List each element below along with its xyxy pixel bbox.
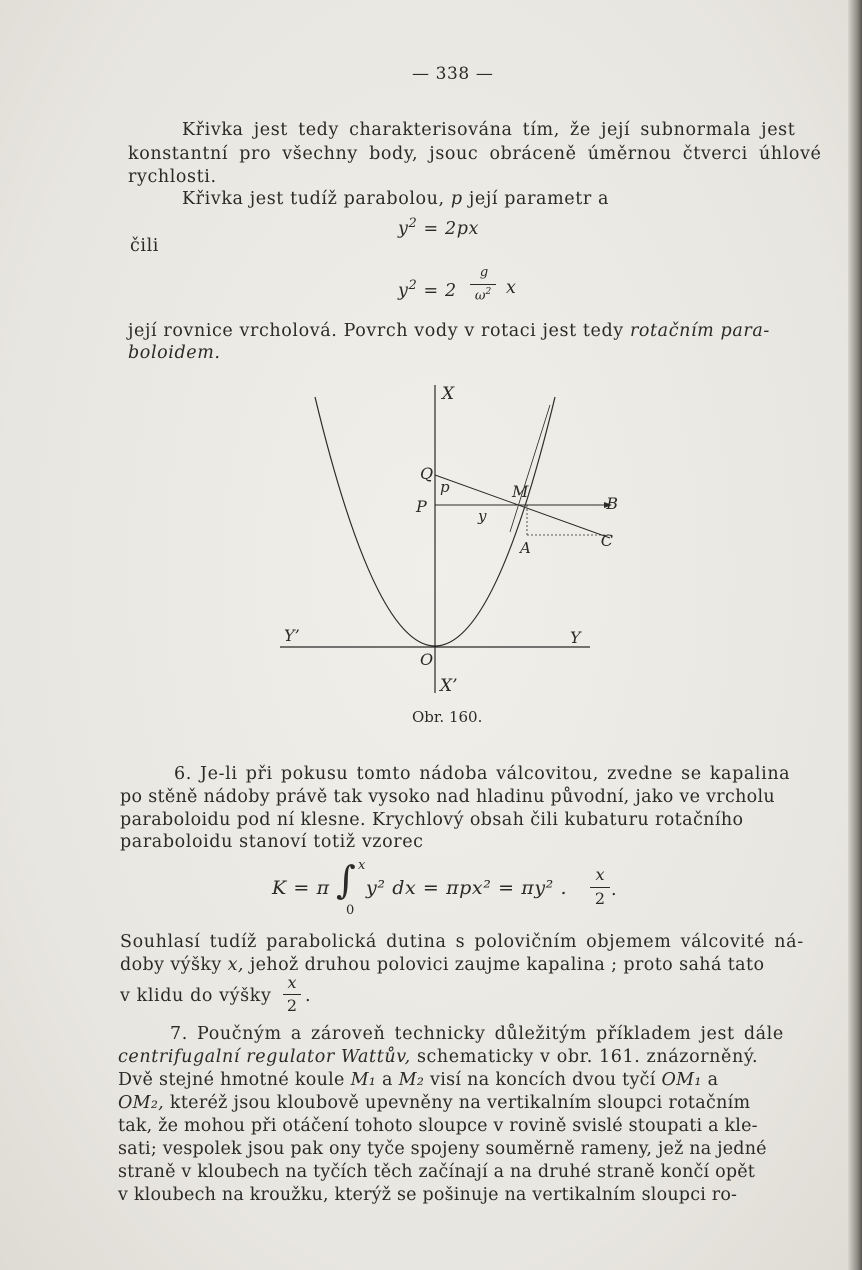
- eq2-den-omega: ω: [474, 288, 486, 304]
- para8-line7: straně v kloubech na tyčích těch začínají a na druhé straně končí opět: [118, 1162, 756, 1182]
- para8-line1: 7. Poučným a zároveň technicky důležitým příkladem jest dále: [170, 1024, 784, 1044]
- eq1-sup: 2: [408, 216, 418, 231]
- figure-160-paraboloid: [270, 375, 620, 705]
- para8-l4-b: kteréž jsou kloubově upevněny na vertikalním sloupci rotačním: [169, 1093, 751, 1113]
- label-O: O: [420, 650, 434, 669]
- label-Y: Y: [570, 628, 581, 647]
- eq3-integral-sign: ∫: [336, 858, 357, 902]
- para8-l3-b: a: [382, 1070, 393, 1090]
- cili-label: čili: [130, 236, 159, 256]
- eq3-upper-limit: x: [358, 858, 366, 873]
- eq1-rhs: = 2px: [423, 218, 479, 239]
- para8-line4: [118, 1093, 750, 1113]
- eq2-numerator: g: [479, 265, 489, 280]
- eq2-mid: = 2: [423, 280, 457, 301]
- para7-text-b: jehož druhou polovici zaujme kapalina ; proto sahá tato: [249, 955, 765, 975]
- label-Q: Q: [420, 464, 434, 483]
- para7-fraction-bar: [283, 994, 301, 995]
- label-p: p: [440, 478, 450, 496]
- eq3-fraction-bar: [590, 887, 610, 888]
- para8-OM2: OM₂,: [118, 1093, 165, 1113]
- para1-line1: Křivka jest tedy charakterisována tím, že její subnormala jest: [182, 120, 796, 140]
- para8-line3: [118, 1070, 718, 1090]
- eq3-denominator: 2: [594, 889, 606, 908]
- para6-line4: paraboloidu stanoví totiž vzorec: [120, 832, 424, 852]
- para8-line2: [118, 1047, 758, 1067]
- eq2-tail: x: [506, 278, 517, 298]
- para8-M2: M₂: [398, 1070, 425, 1090]
- eq2-fraction-bar: [470, 284, 496, 285]
- eq2-den-sup: 2: [485, 287, 492, 297]
- para7-frac-num: x: [287, 973, 297, 992]
- eq3-end: .: [611, 880, 618, 900]
- equation-parabola: [398, 216, 479, 239]
- eq3-numerator: x: [595, 865, 605, 884]
- para8-text: schematicky v obr. 161. znázorněný.: [416, 1047, 759, 1067]
- para8-M1: M₁: [350, 1070, 377, 1090]
- para3-text: její rovnice vrcholová. Povrch vody v rotaci jest tedy: [128, 321, 624, 341]
- eq2-sup: 2: [408, 278, 418, 293]
- para1-line3: rychlosti.: [128, 167, 217, 187]
- para3-italic: rotačním para-: [629, 321, 770, 341]
- para1-line2: konstantní pro všechny body, jsouc obráceně úměrnou čtverci úhlové: [128, 144, 822, 164]
- para3-line2: boloidem.: [128, 343, 221, 363]
- para2-text-a: Křivka jest tudíž parabolou,: [182, 189, 445, 209]
- label-A: A: [520, 539, 531, 557]
- page-edge-shadow: [848, 0, 862, 1270]
- para8-l3-c: visí na koncích dvou tyčí: [430, 1070, 656, 1090]
- para7-line3: v klidu do výšky: [120, 986, 272, 1006]
- eq2-denominator: [470, 287, 496, 303]
- parameter-p: p: [450, 189, 463, 209]
- para8-l3-d: a: [707, 1070, 719, 1090]
- para3-line1: [128, 321, 770, 341]
- para7-frac-den: 2: [286, 996, 298, 1015]
- para8-line8: v kloubech na kroužku, kterýž se pošinuje na vertikalním sloupci ro-: [118, 1185, 738, 1205]
- label-C: C: [600, 531, 613, 550]
- eq3-integrand: y² dx = πpx² = πy² .: [366, 877, 568, 899]
- para7-end: .: [305, 986, 312, 1006]
- para8-italic: centrifugalní regulator Wattův,: [118, 1047, 411, 1067]
- label-M: M: [512, 482, 529, 501]
- label-X: X: [442, 384, 455, 404]
- para8-l3-a: Dvě stejné hmotné koule: [118, 1070, 345, 1090]
- equation-volume: [272, 877, 330, 899]
- eq1-lhs: y: [398, 218, 409, 239]
- para2-text-b: její parametr a: [468, 189, 610, 209]
- para8-line6: sati; vespolek jsou pak ony tyče spojeny souměrně rameny, jež na jedné: [118, 1139, 767, 1159]
- eq2-lhs: y: [398, 280, 409, 301]
- equation-parabola-omega: [398, 278, 457, 301]
- para6-line1: 6. Je-li při pokusu tomto nádoba válcovitou, zvedne se kapalina: [174, 764, 791, 784]
- para7-x: x,: [227, 955, 244, 975]
- label-X-prime: X’: [440, 676, 458, 696]
- para8-OM1: OM₁: [661, 1070, 702, 1090]
- para2-line1: [182, 189, 609, 209]
- para7-line1: Souhlasí tudíž parabolická dutina s polovičním objemem válcovité ná-: [120, 932, 804, 952]
- tangent-line: [510, 405, 550, 532]
- para7-text-a: doby výšky: [120, 955, 222, 975]
- para6-line2: po stěně nádoby právě tak vysoko nad hladinu původní, jako ve vrcholu: [120, 787, 775, 807]
- figure-caption: Obr. 160.: [412, 708, 483, 726]
- para7-line2: [120, 955, 764, 975]
- label-y: y: [478, 507, 487, 525]
- label-P: P: [416, 497, 427, 516]
- label-Y-prime: Y’: [284, 626, 300, 645]
- page-number: — 338 —: [412, 64, 494, 84]
- para8-line5: tak, že mohou při otáčení tohoto sloupce v rovině svislé stoupati a kle-: [118, 1116, 758, 1136]
- para6-line3: paraboloidu pod ní klesne. Krychlový obsah čili kubaturu rotačního: [120, 810, 744, 830]
- eq3-lhs: K = π: [272, 877, 330, 899]
- eq3-lower-limit: 0: [346, 903, 355, 918]
- label-B: B: [606, 494, 618, 513]
